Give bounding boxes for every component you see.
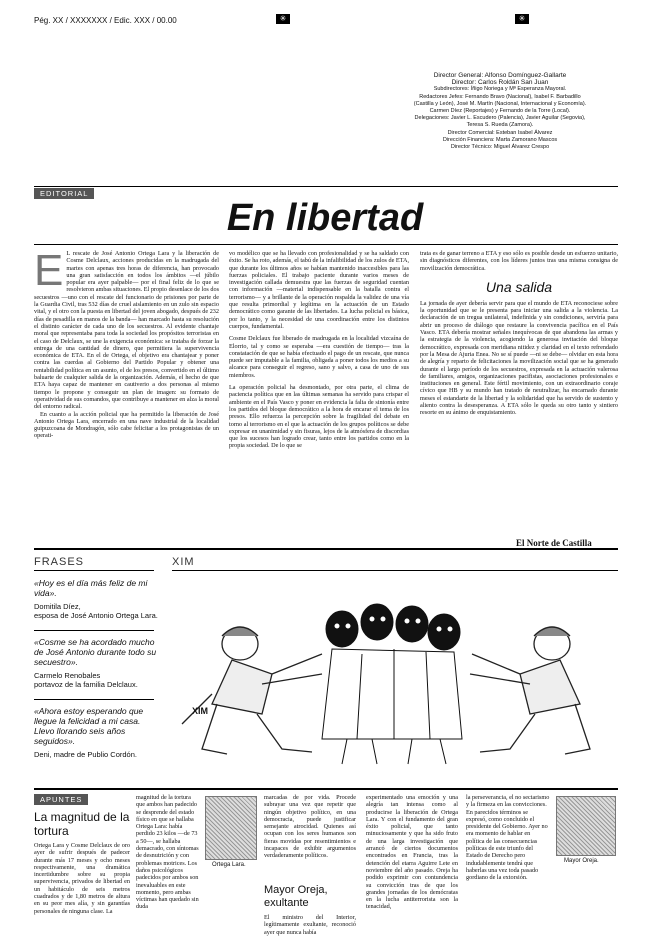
portrait-mayor-oreja xyxy=(556,796,616,856)
editorial-paragraph: La operación policial ha desmontado, por otra parte, el clima de paciencia política que en las últimas semanas ha servido para crispar el ambiente en el País Vasco y poner en evidencia la falta de sintonía entre los partidos del bloque democrático a la hora de encarar el tema de los presos. Ello refuerza la percepción sobre la fragilidad del debate en torno al terrorismo en el que la actuación de los grupos políticos se debe expresar en unanimidad y sin fisuras, lejos de la atmósfera de discordias que los sucesos han logrado crear, tanto entre los partidos como en la propia sociedad. De lo que se xyxy=(229,384,409,450)
masthead-line: (Castilla y León), José M. Martín (Nacional, Internacional y Economía). xyxy=(413,100,587,107)
cartoon-illustration xyxy=(172,574,618,774)
quote-author: Carmelo Renobales xyxy=(34,671,101,680)
drop-cap: E xyxy=(34,250,64,295)
editorial-paragraph: La jornada de ayer debería servir para que el mundo de ETA reconociese sobre la oportunidad que se le presenta para iniciar una salida a la violencia. La declaración de un tregua unilateral, indefinida y sin condiciones, serviría para abrir un proceso de diálogo que restaure la convivencia pacífica en el País Vasco. ETA debería mostrar señales inequívocas de que abandona las armas y la estrategia de la violencia, acogiendo la generosa invitación del bloque democrático, expresada con meridiana nitidez y claridad en el texto refrendado por la Mesa de Ajuria Enea. No se sí puede —ni se debe— olvidar en esta hora de alegría y reparto de felicitaciones la movilización social que se ha generado durante el largo período de los secuestros, expresada en la actuación valerosa de familiares, amigos, organizaciones pacifistas, asociaciones profesionales e instituciones en general. Este fértil movimiento, con un extraordinario coraje cívico que HB y su mundo han tratado de neutralizar, ha encarnado durante meses el estandarte de la libertad y la solidaridad que ha servido de sustento y aliento contra la desesperanza. A ETA sólo le queda su otro tanto y sintiero resorte en su ánimo de enquistamiento. xyxy=(420,299,618,417)
masthead-line: Dirección Financiera: Marta Zamorano Mascos xyxy=(442,136,558,143)
apuntes-title-2: Mayor Oreja, exultante xyxy=(264,884,328,909)
newspaper-signature: El Norte de Castilla xyxy=(516,538,592,548)
editorial-paragraph: trata es de ganar terreno a ETA y eso sólo es posible desde un esfuerzo unitario, sin diagnósticos diferentes, con los líderes juntos tras una misma consigna de movilización democrática. xyxy=(420,250,618,272)
masthead-line: Director: Carlos Roldán San Juan xyxy=(451,79,549,87)
quote-block xyxy=(34,637,159,689)
masthead-line: Teresa S. Rueda (Zamora). xyxy=(466,122,534,129)
apuntes-text: Ortega Lara y Cosme Delclaux de oro ayer de sufrir después de padecer durante más 17 meses y ocho meses respectivamente, una dramática incertidumbre sobre su propia supervivencia, privados de libertad en un habitáculo de seis metros cuadrados y de 1,80 metros de altura en su peor mes alía, y sin garantías personales de ninguna clase. La xyxy=(34,842,130,915)
editorial-paragraph: vo modélico que se ha llevado con profesionalidad y se ha saldado con éxito. Se ha roto, además, el tabú de la infalibilidad de los zulos de ETA, que durante los últimos años se habían mantenido inaccesibles para las fuerzas policiales. El trabajo paciente durante varios meses de investigación callada demuestra que las fuerzas de seguridad cuentan con información —material indispensable en la batalla contra el terrorismo— y a brillante de la operación respalda la validez de una vía que resulta primordial y legítima en la actuación de un Estado democrático como garante de las libertades. La lucha policial es básica, por lo tanto, y la necesidad de una coordinación entre los distintos cuerpos, fundamental. xyxy=(229,250,409,330)
editorial-lead: L rescate de José Antonio Ortega Lara y la liberación de Cosme Delclaux, acciones producidas en la madrugada del martes con apenas tres horas de diferencia, han provocado una gran satisfacción en todos los ámbitos —el júbilo popular era ayer palpable— por el final feliz de lo que se resolvieron ambas situaciones. El propio desenlace de los dos secuestros —uno con el rescate del funcionario de prisiones por parte de la Guardia Civil, tras 532 días de cruel aislamiento en un zulo sin espacio vital, y el otro con la puesta en libertad del joven abogado, después de 232 días de pesadilla en manos de la banda— han marcado hasta su resolución el distinto carácter de cada uno de los secuestros. Al evidente chantaje moral que representaba para toda la sociedad los propósitos terroristas en el caso de Delclaux, se une la exigencia económica: se trataba de forzar la entrega de una cantidad de dinero, que permitiera la supervivencia económica de ETA. En el de Ortega, el objetivo era chantajear y poner contra las cuerdas al Gobierno del Partido Popular y obtener una rentabilidad política en un asunto, el de los presos, convertido en el último baluarte de cualquier salida de la organización. Además, el hecho de que ETA haya capaz de mantener en cautiverio a dos personas al mismo tiempo le propone y conseguir un plan de imagen: su formato de operatividad de sus comandos, que contribuye a mantener en alza la moral del entorno radical. xyxy=(34,250,219,411)
quote-author: Deni, madre de Publio Cordón. xyxy=(34,750,137,759)
cartoon-signature: XIM xyxy=(192,706,209,716)
masthead xyxy=(380,72,620,151)
section-label-cartoon: XIM xyxy=(172,556,195,568)
masthead-line: Delegaciones: Javier L. Escudero (Palencia), Javier Aguilar (Segovia), xyxy=(414,115,586,122)
page-folio: Pég. XX / XXXXXXX / Edic. XXX / 00.00 xyxy=(34,16,177,25)
portrait-ortega-lara xyxy=(205,796,257,860)
frases-list xyxy=(34,578,159,759)
editorial-column-1 xyxy=(34,250,219,537)
section-label-editorial: EDITORIAL xyxy=(34,188,94,199)
editorial-paragraph: En cuanto a la acción policial que ha permitido la liberación de José Antonio Ortega Lara, encerrado en una nave industrial de la localidad guipuzcoana de Mondragón, sólo cabe felicitar a los protagonistas de un operati- xyxy=(34,410,219,440)
editorial-title: En libertad xyxy=(226,197,424,239)
hooded-figures xyxy=(322,604,462,764)
apuntes-text: magnitud de la tortura que ambos han padecido se desprende del estado físico en que se hallaba Ortega Lara: había perdido 23 kilos —de 73 a 50—, se hallaba demacrado, con síntomas de desnutrición y con problemas motrices. Los daños psicológicos padecidos por ambos son inevaluables en este momento, pero ambas víctimas han quedado sin duda xyxy=(136,794,199,911)
masthead-line: Carmen Díez (Reportajes) y Fernando de la Torre (Local). xyxy=(429,108,571,115)
apuntes-title-1: La magnitud de la tortura xyxy=(34,810,130,838)
masthead-line: Redactores Jefes: Fernando Bravo (Nacional), Isabel F. Barbadillo xyxy=(419,93,581,100)
apuntes-text: experimentado una emoción y una alegría tan intensa como al producirse la liberación de Ortega Lara. Y con el fundamento del gran éxito policial, que tanto minuciosamente y que ha sido fruto de una larga investigación que arrancó de ciertos documentos encontrados en Francia, tras la detención del etarra Aguirre Lete en noviembre del año pasado. Oreja ha podido exprimir con contundencia su convicción tras de que los grandes jornadas de los demócratas en la lucha antiterrorista son la tenacidad, xyxy=(366,794,458,911)
apuntes-text: marcadas de por vida. Procede subrayar una vez que repetir que ningún objetivo político, en una democracia, puede justificar semejante atrocidad. Quienes así ocupan con los seres humanos son fieras movidas por resentimientos e incapaces de exhibir argumentos verdaderamente políticos. xyxy=(264,794,356,860)
quote-author: Domitila Díez, xyxy=(34,602,81,611)
quote-role: esposa de José Antonio Ortega Lara. xyxy=(34,611,158,620)
editorial-column-2 xyxy=(229,250,409,537)
asterisk-icon: ✳ xyxy=(515,14,529,24)
masthead-line: Director General: Alfonso Domínguez-Gallarte xyxy=(433,72,567,79)
section-label-apuntes: APUNTES xyxy=(34,794,88,805)
quote-text: «Cosme se ha acordado mucho de José Antonio durante todo su secuestro». xyxy=(34,637,157,667)
photo-caption: Ortega Lara. xyxy=(212,862,246,868)
editorial-paragraph: Cosme Delclaux fue liberado de madrugada en la localidad vizcaína de Elorrio, tal y como se esperaba —era cuestión de tiempo— tras la constatación de que se había efectuado el pago de un rescate, que nunca puede ser imputable a la familia, obligada a poner todos los medios a su alcance para conseguir el regreso, sano y salvo, a casa de uno de sus miembros. xyxy=(229,335,409,379)
guard-figure xyxy=(182,627,322,754)
quote-block xyxy=(34,706,159,759)
editorial-column-3 xyxy=(420,250,618,537)
quote-text: «Hoy es el día más feliz de mi vida». xyxy=(34,578,148,598)
quote-text: «Ahora estoy esperando que llegue la felicidad a mi casa. Llevo llorando seis años seguidos». xyxy=(34,706,144,746)
guard-figure xyxy=(470,627,590,754)
asterisk-icon: ✳ xyxy=(276,14,290,24)
quote-block xyxy=(34,578,159,620)
apuntes-text: El ministro del Interior, legítimamente exultante, reconoció ayer que nunca había xyxy=(264,914,356,936)
apuntes-text: la perseverancia, el no sectarismo y la firmeza en las convicciones. En parecidos términos se expresó, como concluido el presidente del Gobierno. Ayer no era momento de hablar en política de las consecuencias políticas de este triunfo del Estado de Derecho pero indudablemente tendrá que haberlas una vez toda pasado gordiano de la extorsión. xyxy=(466,794,550,882)
photo-caption: Mayor Oreja. xyxy=(564,858,599,864)
quote-role: portavoz de la familia Delclaux. xyxy=(34,680,138,689)
masthead-line: Director Comercial: Esteban Isabel Álvarez xyxy=(447,129,553,136)
section-label-frases: FRASES xyxy=(34,556,85,568)
editorial-subhead: Una salida xyxy=(485,278,553,295)
masthead-line: Subdirectores: Íñigo Noriega y Mª Esperanza Mayoral. xyxy=(433,86,567,93)
masthead-line: Director Técnico: Miguel Álvarez Crespo xyxy=(450,144,550,151)
